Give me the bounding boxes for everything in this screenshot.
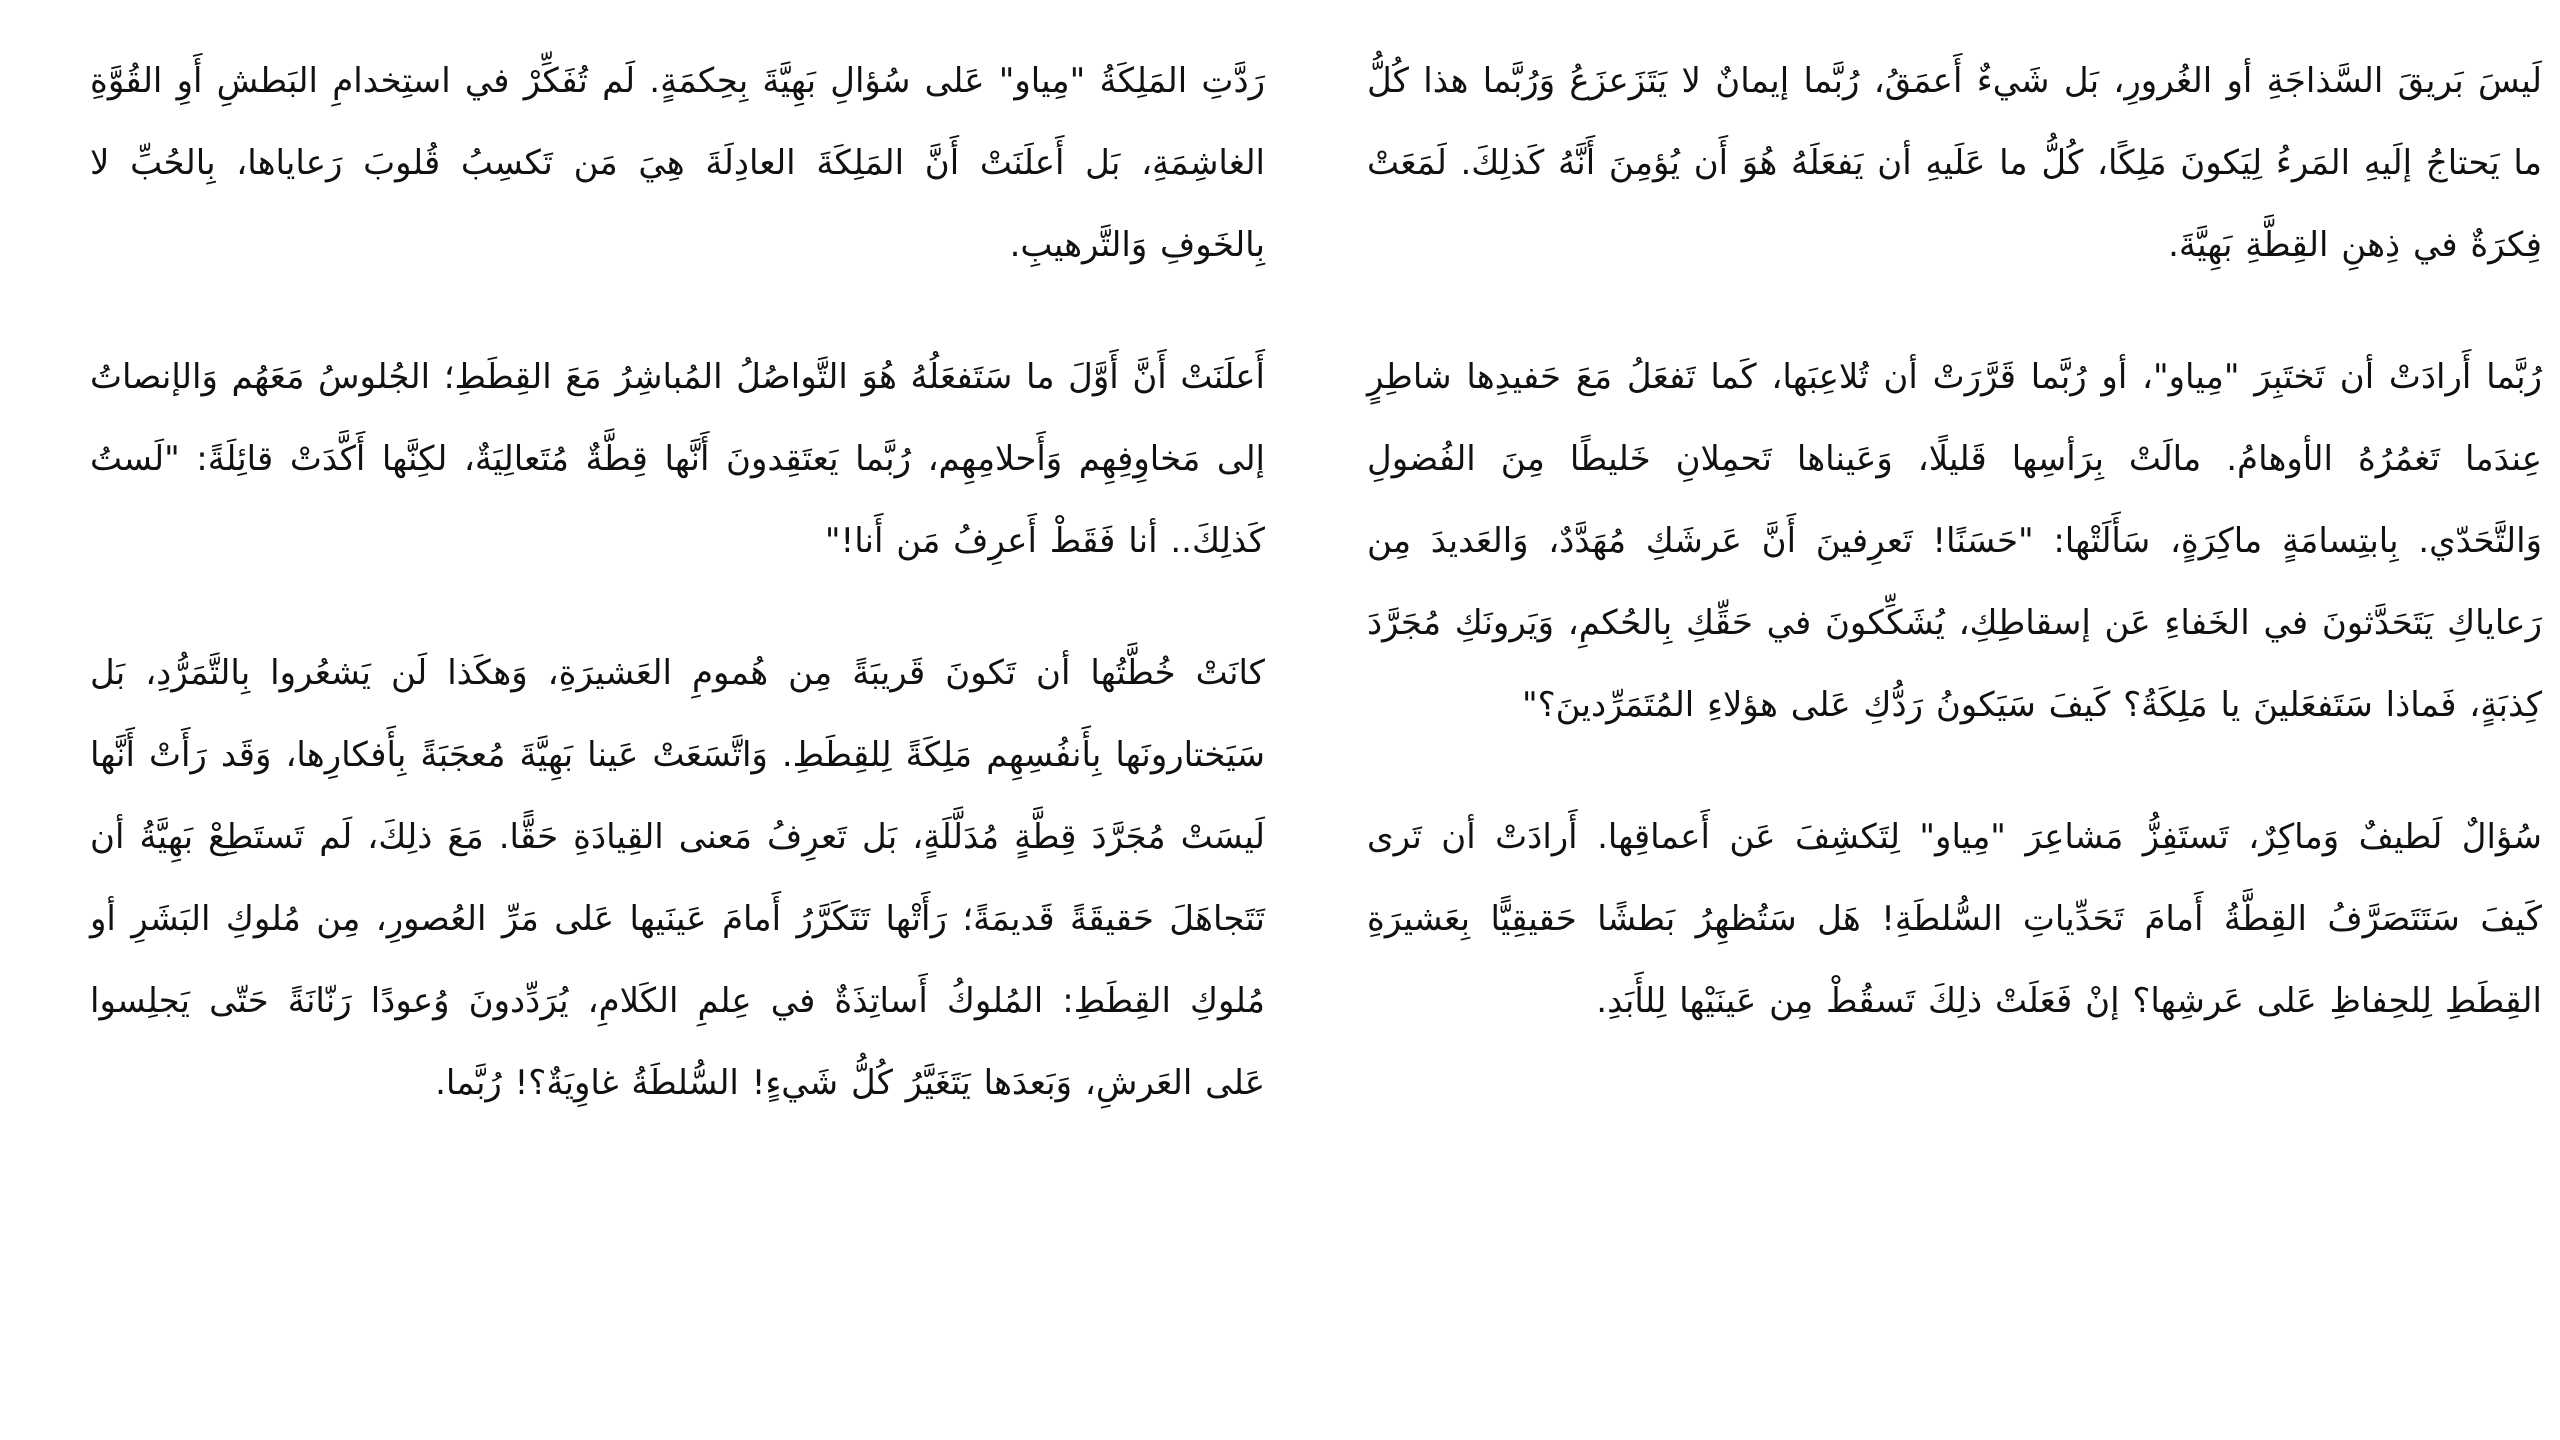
paragraph: سُؤالٌ لَطيفٌ وَماكِرٌ، تَستَفِزُّ مَشاعِرَ "مِياو" لِتَكشِفَ عَن أَعماقِها. أَرادَتْ أن تَرى كَيفَ سَتَتَصَرَّفُ القِطَّةُ أَمامَ تَحَدِّياتِ السُّلطَةِ! هَل سَتُظهِرُ بَطشًا حَقيقِيًّا بِعَشيرَةِ القِطَطِ لِلحِفاظِ عَلى عَرشِها؟ إنْ فَعَلَتْ ذلِكَ تَسقُطْ مِن عَينَيْها لِلأَبَدِ. — [1367, 817, 2542, 1021]
paragraph: رُبَّما أَرادَتْ أن تَختَبِرَ "مِياو"، أو رُبَّما قَرَّرَتْ أن تُلاعِبَها، كَما تَفعَلُ مَعَ حَفيدِها شاطِرٍ عِندَما تَغمُرُهُ الأوهامُ. مالَتْ بِرَأسِها قَليلًا، وَعَيناها تَحمِلانِ خَليطًا مِنَ الفُضولِ وَالتَّحَدّي. بِابتِسامَةٍ ماكِرَةٍ، سَأَلَتْها: "حَسَنًا! تَعرِفينَ أَنَّ عَرشَكِ مُهَدَّدٌ، وَالعَديدَ مِن رَعاياكِ يَتَحَدَّثونَ في الخَفاءِ عَن إسقاطِكِ، يُشَكِّكونَ في حَقِّكِ بِالحُكمِ، وَيَرونَكِ مُجَرَّدَ كِذبَةٍ، فَماذا سَتَفعَلينَ يا مَلِكَةُ؟ كَيفَ سَيَكونُ رَدُّكِ عَلى هؤلاءِ المُتَمَرِّدينَ؟" — [1367, 357, 2542, 725]
text-column-right — [1367, 40, 2542, 1092]
paragraph: لَيسَ بَريقَ السَّذاجَةِ أو الغُرورِ، بَل شَيءٌ أَعمَقُ، رُبَّما إيمانٌ لا يَتَزَعزَعُ وَرُبَّما هذا كُلُّ ما يَحتاجُ إلَيهِ المَرءُ لِيَكونَ مَلِكًا، كُلُّ ما عَلَيهِ أن يَفعَلَهُ هُوَ أَن يُؤمِنَ أَنَّهُ كَذلِكَ. لَمَعَتْ فِكرَةٌ في ذِهنِ القِطَّةِ بَهِيَّةَ. — [1367, 61, 2542, 265]
text-column-left — [90, 40, 1265, 1174]
paragraph: أَعلَنَتْ أَنَّ أَوَّلَ ما سَتَفعَلُهُ هُوَ التَّواصُلُ المُباشِرُ مَعَ القِطَطِ؛ الجُلوسُ مَعَهُم وَالإنصاتُ إلى مَخاوِفِهِم وَأَحلامِهِم، رُبَّما يَعتَقِدونَ أَنَّها قِطَّةٌ مُتَعالِيَةٌ، لكِنَّها أَكَّدَتْ قائِلَةً: "لَستُ كَذلِكَ.. أنا فَقَطْ أَعرِفُ مَن أَنا!" — [90, 357, 1265, 561]
paragraph: كانَتْ خُطَّتُها أن تَكونَ قَريبَةً مِن هُمومِ العَشيرَةِ، وَهكَذا لَن يَشعُروا بِالتَّمَرُّدِ، بَل سَيَختارونَها بِأَنفُسِهِم مَلِكَةً لِلقِطَطِ. وَاتَّسَعَتْ عَينا بَهِيَّةَ مُعجَبَةً بِأَفكارِها، وَقَد رَأَتْ أَنَّها لَيسَتْ مُجَرَّدَ قِطَّةٍ مُدَلَّلَةٍ، بَل تَعرِفُ مَعنى القِيادَةِ حَقًّا. مَعَ ذلِكَ، لَم تَستَطِعْ بَهِيَّةُ أن تَتَجاهَلَ حَقيقَةً قَديمَةً؛ رَأَتْها تَتَكَرَّرُ أَمامَ عَينَيها عَلى مَرِّ العُصورِ، مِن مُلوكِ البَشَرِ أو مُلوكِ القِطَطِ: المُلوكُ أَساتِذَةٌ في عِلمِ الكَلامِ، يُرَدِّدونَ وُعودًا رَنّانَةً حَتّى يَجلِسوا عَلى العَرشِ، وَبَعدَها يَتَغَيَّرُ كُلُّ شَيءٍ! السُّلطَةُ غاوِيَةٌ؟! رُبَّما. — [90, 653, 1265, 1103]
paragraph: رَدَّتِ المَلِكَةُ "مِياو" عَلى سُؤالِ بَهِيَّةَ بِحِكمَةٍ. لَم تُفَكِّرْ في استِخدامِ البَطشِ أَوِ القُوَّةِ الغاشِمَةِ، بَل أَعلَنَتْ أَنَّ المَلِكَةَ العادِلَةَ هِيَ مَن تَكسِبُ قُلوبَ رَعاياها، بِالحُبِّ لا بِالخَوفِ وَالتَّرهيبِ. — [90, 61, 1265, 265]
